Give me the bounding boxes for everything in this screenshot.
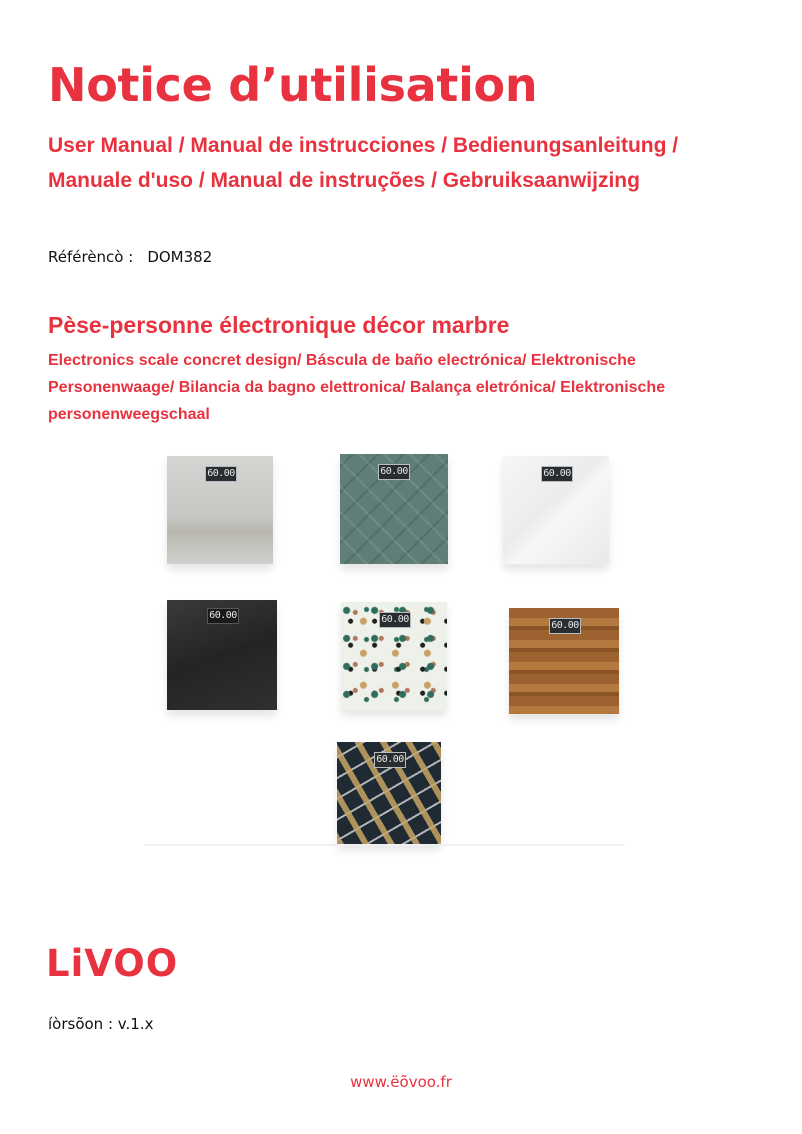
- scale-herringbone-green: [340, 454, 448, 564]
- reference-label: Référèncò :: [48, 248, 134, 266]
- subtitle-line-1: User Manual / Manual de instrucciones / Bedienungsanleitung /: [48, 134, 679, 157]
- scale-display: 60.00: [205, 466, 237, 482]
- version-text: íòrsõon : v.1.x: [48, 1015, 154, 1033]
- page-title: Notice d’utilisation: [48, 58, 538, 112]
- scale-display: 60.00: [379, 612, 411, 628]
- scale-display: 60.00: [541, 466, 573, 482]
- scale-concrete: [167, 456, 273, 564]
- scale-wood: [509, 608, 619, 714]
- scale-black-slate: [167, 600, 277, 710]
- gallery-baseline: [145, 844, 625, 846]
- reference-value: DOM382: [147, 248, 213, 266]
- product-gallery: [145, 440, 625, 846]
- scale-white-marble: [503, 456, 609, 564]
- livoo-logo: LiVOO: [46, 942, 179, 985]
- subtitle-line-2: Manuale d'uso / Manual de instruções / Gebruiksaanwijzing: [48, 169, 640, 192]
- scale-display: 60.00: [378, 464, 410, 480]
- product-subtitle-line-1: Electronics scale concret design/ Báscula de baño electrónica/ Elektronische: [48, 352, 636, 369]
- website-link[interactable]: www.ëõvoo.fr: [350, 1073, 452, 1091]
- reference: [48, 248, 212, 266]
- product-subtitle-line-3: personenweegschaal: [48, 406, 210, 423]
- scale-display: 60.00: [374, 752, 406, 768]
- scale-terrazzo: [341, 602, 447, 710]
- language-subtitle: [48, 128, 768, 198]
- product-title: Pèse-personne électronique décor marbre: [48, 312, 510, 338]
- scale-display: 60.00: [207, 608, 239, 624]
- product-subtitle: [48, 347, 748, 428]
- scale-tropical-leaves: [337, 742, 441, 844]
- scale-display: 60.00: [549, 618, 581, 634]
- product-subtitle-line-2: Personenwaage/ Bilancia da bagno elettronica/ Balança eletrónica/ Elektronische: [48, 379, 666, 396]
